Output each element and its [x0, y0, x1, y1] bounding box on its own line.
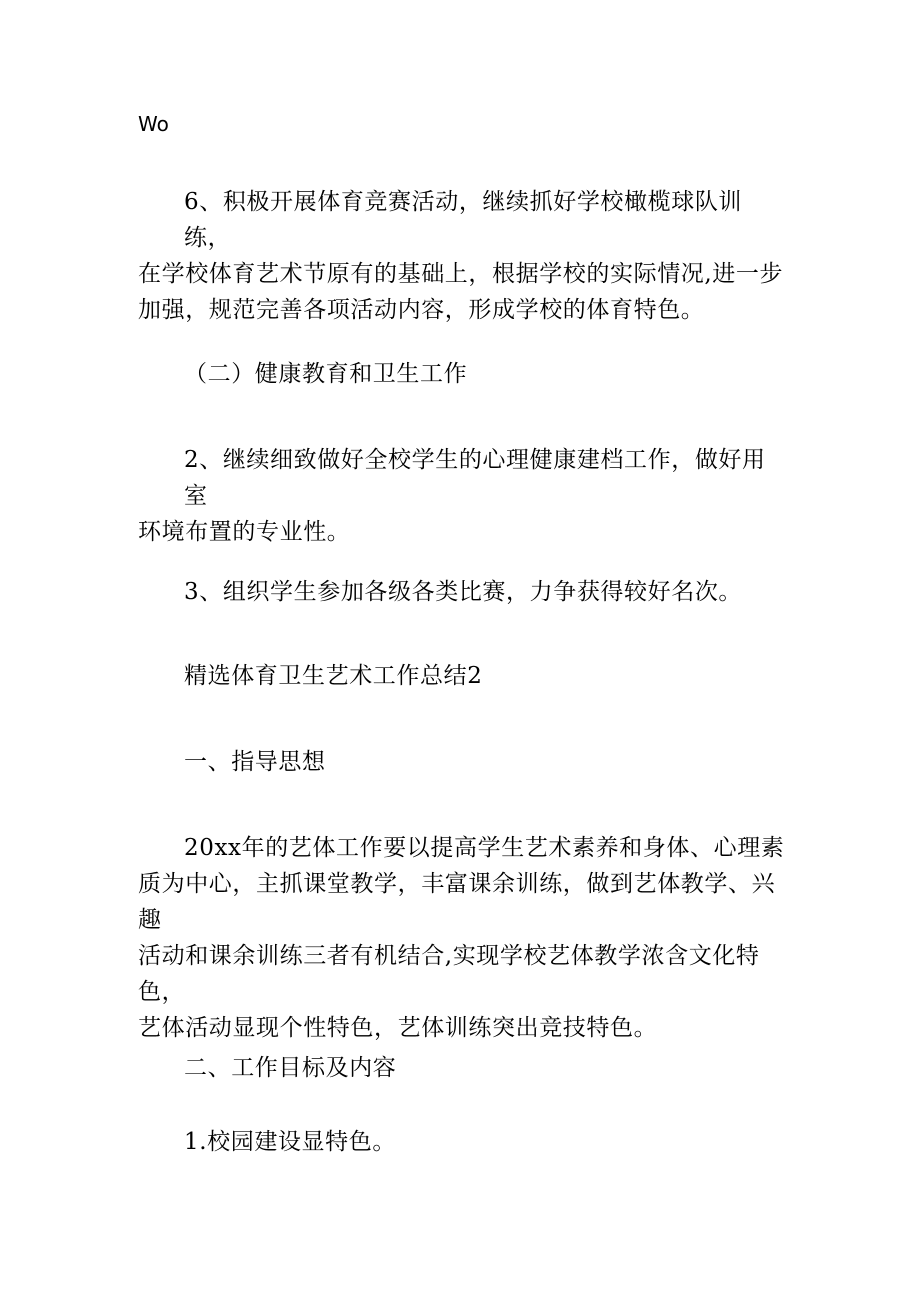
- text-line: 环境布置的专业性。: [138, 519, 351, 545]
- text-line: 加强，规范完善各项活动内容，形成学校的体育特色。: [138, 297, 705, 323]
- text-line: 20xx年的艺体工作要以提高学生艺术素养和身体、心理素: [184, 835, 785, 861]
- text-fragment: Wo: [138, 112, 169, 136]
- paragraph-guiding-ideology: [138, 830, 788, 1046]
- text-line: 3、组织学生参加各级各类比赛，力争获得较好名次。: [184, 579, 743, 605]
- text-line: 一、指导思想: [184, 749, 326, 775]
- text-line: 6、积极开展体育竞赛活动，继续抓好学校橄榄球队训练，: [184, 189, 743, 251]
- text-line: 质为中心，主抓课堂教学，丰富课余训练，做到艺体教学、兴趣: [138, 871, 776, 933]
- text-line: 1.校园建设显特色。: [184, 1129, 396, 1155]
- text-line: 精选体育卫生艺术工作总结2: [184, 663, 483, 689]
- text-line: 活动和课余训练三者有机结合,实现学校艺体教学浓含文化特色，: [138, 943, 760, 1005]
- section-heading-health: [138, 356, 788, 392]
- document-subtitle: [138, 658, 788, 694]
- section-heading-goals: [138, 1050, 788, 1086]
- text-line: 艺体活动显现个性特色，艺体训练突出竞技特色。: [138, 1015, 658, 1041]
- text-line: 2、继续细致做好全校学生的心理健康建档工作，做好用室: [184, 447, 766, 509]
- text-line: （二）健康教育和卫生工作: [184, 361, 468, 387]
- paragraph-item-2: [138, 442, 788, 550]
- text-line: 二、工作目标及内容: [184, 1055, 397, 1081]
- section-heading-guiding-ideology: [138, 744, 788, 780]
- paragraph-item-6: [138, 184, 788, 328]
- text-line: 在学校体育艺术节原有的基础上，根据学校的实际情况,进一步: [138, 261, 784, 287]
- paragraph-item-3: [138, 574, 788, 610]
- paragraph-item-1: [138, 1124, 788, 1160]
